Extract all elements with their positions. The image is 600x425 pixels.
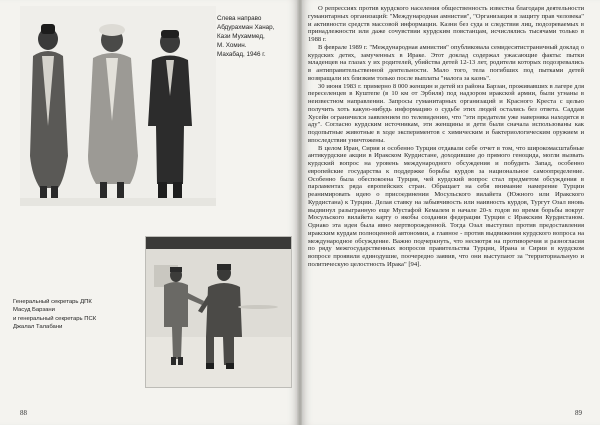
photo-three-men-image <box>20 6 216 206</box>
paragraph: 30 июня 1983 г. примерно 8 000 женщин и детей из района Барзан, проживавших в лагере для переселенцев в Куштепе (в 10 км от Эрбиля) под надзором иракской армии, были угнаны в неизвестном направлении. Запросы гуманитарных организаций и Красного Креста с целью получить хоть какую-нибудь информацию о судьбе этих людей остались без ответа. Саддам Хусейн ограничился заявлением по телевидению, что "эти предатели уже наверняка находятся в аду". Согласно курдским источникам, эти женщины и дети были сначала использованы как подопытные животные в ходе экспериментов с химическим и бактериологическим оружием и впоследствии уничтожены. <box>308 82 584 144</box>
photo-two-men <box>145 236 292 388</box>
photo-two-men-image <box>146 237 291 387</box>
page-number-right: 89 <box>575 409 582 417</box>
photo-caption-top: Слева направо Абдурахман Ханар, Кази Мухаммед, М. Хомин. Махабад, 1946 г. <box>217 15 275 58</box>
paragraph: В целом Иран, Сирия и особенно Турция отдавали себе отчет в том, что широкомасштабные антикурдские акции в Иракском Курдистане, доходившие до прямого геноцида, могли вызвать курдский вопрос на уровень международного обсуждения и побудить Запад, особенно европейские государства к поддержке борьбы курдов за национальное самоопределение. Особенно была обеспокоена Турция, чей курдский вопрос стал предметом обсуждения в парламентах ряда европейских стран. Обращает на себя внимание намерение Турции реанимировать идею о присоединении Мосульского вилайета (Южного или Иракского Курдистана) к Турции. Делая ставку на забывчивость или наивность курдов, Тургут Озал вновь выдвинул разыгранную еще Мустафой Кемалем в начале 20-х годов во время борьбы вокруг Мосульского вилайета карту о якобы создании федерации Турции с Иракским Курдистаном. Однако эта идея была явно мертворожденной. Тогда Озал выступил против предоставления иракским курдам полноценной автономии, а главное - против выдвижения курдского вопроса на международное обсуждение. Важно подчеркнуть, что несмотря на противоречия и разногласия по ряду межгосударственных вопросов правительства Турции, Ирана и Сирии в курдском вопросе проявили единодушие, поочередно заявив, что они выступают за "территориальную и политическую целостность Ирака" [94]. <box>308 144 584 268</box>
page-number-left: 88 <box>20 409 27 417</box>
photo-caption-bottom: Генеральный секретарь ДПК Масуд Барзани и генеральный секретарь ПСК Джалал Талабани <box>13 299 97 331</box>
paragraph: О репрессиях против курдского населения общественность известна благодаря деятельности гуманитарных организаций: "Международная амнистия", "Организация в защиту прав человека" и активности средств массовой информации. Казни без суда и следствия лиц, подозреваемых в принадлежности или даже сочувствии курдским повстанцам, исчислялись тысячами только в 1988 г. <box>308 5 584 43</box>
paragraph: В феврале 1989 г. "Международная амнистия" опубликовала семидесятистраничный доклад о курдских детях, замученных в Ираке. Этот доклад содержал ужасающие факты: пытки младенцев на глазах у их родителей, убийства детей 12-13 лет, родители которых подозревались в антиправительственной деятельности. Мало того, тела погибших под пытками детей возвращали их близким только после выплаты "налога за казнь". <box>308 43 584 82</box>
body-text <box>308 5 584 400</box>
photo-three-men <box>20 6 216 206</box>
left-page <box>0 0 298 425</box>
